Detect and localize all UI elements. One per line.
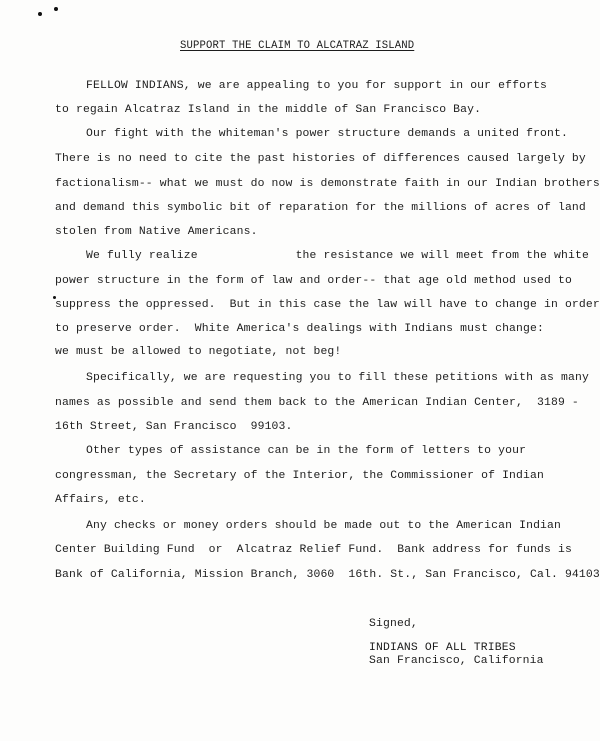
paragraph-5-line-1: Other types of assistance can be in the form of letters to your xyxy=(86,445,527,457)
paragraph-3-line-4: to preserve order. White America's dealings with Indians must change: xyxy=(55,323,544,335)
paragraph-6-line-1: Any checks or money orders should be made out to the American Indian xyxy=(86,520,562,532)
paragraph-2-line-5: stolen from Native Americans. xyxy=(55,226,258,238)
ink-speck xyxy=(54,7,58,11)
paragraph-3-line-2: power structure in the form of law and order-- that age old method used to xyxy=(55,275,572,287)
signatory-name: INDIANS OF ALL TRIBES xyxy=(369,642,516,654)
paragraph-1-line-1: FELLOW INDIANS, we are appealing to you for support in our efforts xyxy=(86,80,548,92)
paragraph-2-line-4: and demand this symbolic bit of reparation for the millions of acres of land xyxy=(55,202,586,214)
signatory-location: San Francisco, California xyxy=(369,655,544,667)
paragraph-6-line-2: Center Building Fund or Alcatraz Relief Fund. Bank address for funds is xyxy=(55,544,572,556)
paragraph-5-line-2: congressman, the Secretary of the Interior, the Commissioner of Indian xyxy=(55,470,544,482)
paragraph-2-line-1: Our fight with the whiteman's power structure demands a united front. xyxy=(86,128,568,140)
paragraph-2-line-2: There is no need to cite the past histories of differences caused largely by xyxy=(55,153,586,165)
paragraph-1-line-2: to regain Alcatraz Island in the middle of San Francisco Bay. xyxy=(55,104,482,116)
paragraph-5-line-3: Affairs, etc. xyxy=(55,494,146,506)
paragraph-6-line-3: Bank of California, Mission Branch, 3060 16th. St., San Francisco, Cal. 94103 xyxy=(55,569,600,581)
letter-title: SUPPORT THE CLAIM TO ALCATRAZ ISLAND xyxy=(180,40,415,52)
paragraph-4-line-3: 16th Street, San Francisco 99103. xyxy=(55,421,293,433)
paragraph-3-line-3: suppress the oppressed. But in this case the law will have to change in order xyxy=(55,299,600,311)
paragraph-4-line-1: Specifically, we are requesting you to fill these petitions with as many xyxy=(86,372,589,384)
paragraph-3-line-1: We fully realize the resistance we will meet from the white xyxy=(86,250,589,262)
ink-speck xyxy=(38,12,42,16)
paragraph-2-line-3: factionalism-- what we must do now is demonstrate faith in our Indian brothers xyxy=(55,178,600,190)
signed-label: Signed, xyxy=(369,618,418,630)
paragraph-4-line-2: names as possible and send them back to the American Indian Center, 3189 - xyxy=(55,397,579,409)
paragraph-3-line-5: we must be allowed to negotiate, not beg! xyxy=(55,346,342,358)
